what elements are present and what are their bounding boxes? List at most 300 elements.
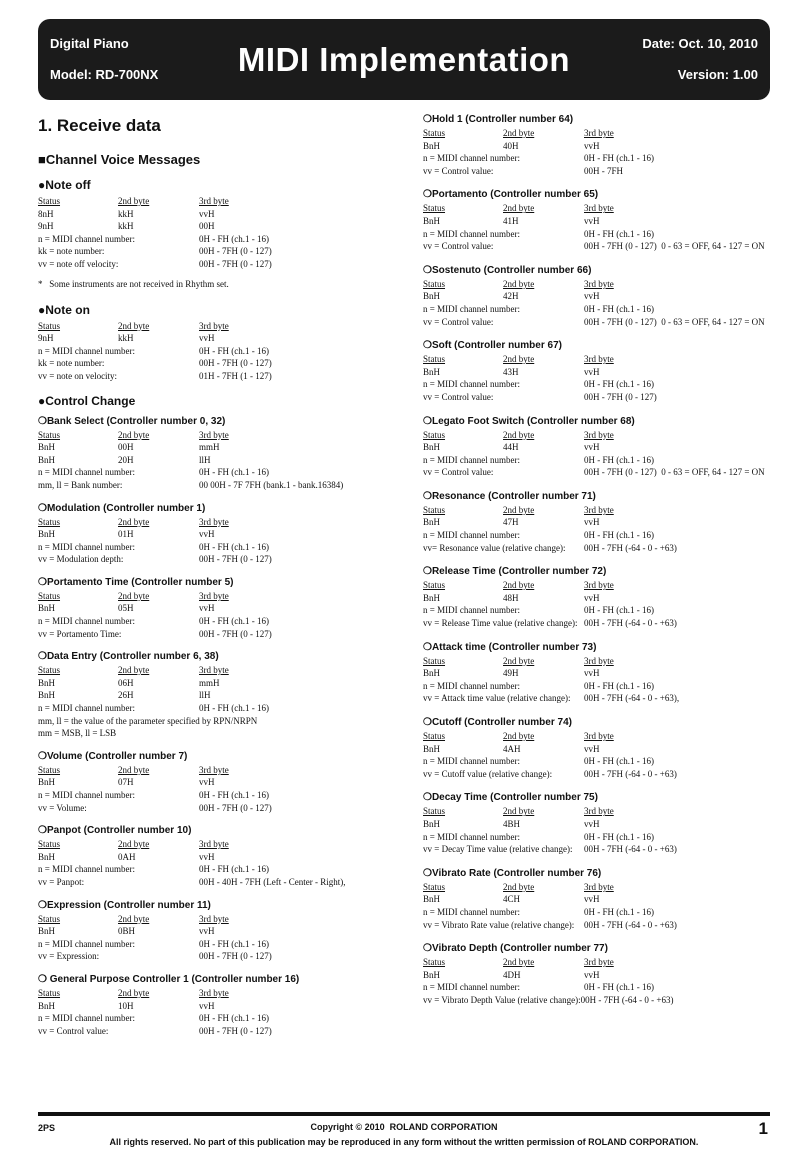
status-header: Status	[38, 839, 61, 850]
definition-value: 0H - FH (ch.1 - 16)	[584, 153, 654, 164]
controller-title: ❍Expression (Controller number 11)	[38, 899, 211, 911]
controller-block	[423, 792, 783, 855]
controller-block	[423, 717, 783, 780]
status-header: Status	[38, 196, 61, 206]
definition-row	[38, 1025, 388, 1038]
status-byte: BnH	[423, 291, 441, 302]
definition-label: vv = Control value:	[423, 467, 494, 478]
message-row	[423, 592, 783, 605]
controller-block	[38, 974, 388, 1037]
definition-label: vv = Control value:	[423, 316, 494, 327]
definition-value: 0H - FH (ch.1 - 16)	[199, 703, 269, 714]
byte3-header: 3rd byte	[584, 429, 614, 440]
controller-title: ❍Portamento Time (Controller number 5)	[38, 576, 234, 588]
status-byte: BnH	[38, 851, 56, 862]
definition-row	[423, 604, 783, 617]
controller-title: ❍Attack time (Controller number 73)	[423, 641, 597, 653]
section-heading: 1. Receive data	[38, 116, 161, 135]
controller-title: ❍Volume (Controller number 7)	[38, 750, 188, 762]
controller-block	[423, 265, 783, 328]
byte3-header: 3rd byte	[199, 429, 229, 440]
byte3-header: 3rd byte	[199, 320, 229, 331]
byte2-header: 2nd byte	[503, 731, 535, 741]
second-byte: 20H	[118, 454, 134, 465]
controller-block	[423, 189, 783, 252]
byte3-header: 3rd byte	[584, 957, 614, 968]
status-byte: BnH	[38, 603, 56, 614]
definition-label: n = MIDI channel number:	[423, 680, 521, 691]
third-byte: vvH	[584, 894, 600, 905]
definition-row	[38, 553, 388, 566]
byte2-header: 2nd byte	[118, 196, 150, 206]
message-row	[423, 140, 783, 153]
status-header: Status	[423, 429, 446, 440]
left-column	[38, 112, 388, 1048]
definition-value: 00H - 7FH (0 - 127)	[199, 628, 272, 639]
status-header: Status	[38, 429, 61, 440]
definition-row	[423, 680, 783, 693]
definition-value: 0H - FH (ch.1 - 16)	[199, 864, 269, 875]
definition-row	[423, 454, 783, 467]
status-header: Status	[38, 987, 61, 998]
definition-row	[423, 843, 783, 856]
definition-label: n = MIDI channel number:	[423, 530, 521, 541]
definition-row	[423, 755, 783, 768]
byte2-header: 2nd byte	[118, 516, 150, 527]
note-off-block	[38, 178, 388, 289]
definition-value: 0H - FH (ch.1 - 16)	[584, 906, 654, 917]
date-label: Date: Oct. 10, 2010	[642, 36, 758, 51]
document-title: MIDI Implementation	[237, 41, 571, 78]
third-byte: vvH	[584, 366, 600, 377]
definition-value: 0H - FH (ch.1 - 16)	[584, 831, 654, 842]
definition-row	[423, 906, 783, 919]
byte3-header: 3rd byte	[584, 128, 614, 138]
status-header: Status	[38, 590, 61, 601]
second-byte: 26H	[118, 690, 134, 701]
controller-title: ❍Portamento (Controller number 65)	[423, 189, 599, 201]
definition-row	[38, 466, 388, 479]
footnote: * Some instruments are not received in Rhythm set.	[38, 278, 229, 289]
controller-title: ❍Panpot (Controller number 10)	[38, 825, 192, 837]
definition-row	[38, 802, 388, 815]
second-byte: 44H	[503, 442, 519, 453]
definition-row	[38, 628, 388, 641]
definition-value: 00H - 7FH (0 - 127) 0 - 63 = OFF, 64 - 127 = ON	[584, 467, 765, 478]
byte2-header: 2nd byte	[503, 429, 535, 440]
third-byte: vvH	[199, 208, 215, 219]
definition-row	[423, 831, 783, 844]
status-header: Status	[423, 504, 446, 515]
message-row	[423, 818, 783, 831]
definition-value: 00H - 7FH (-64 - 0 - +63),	[584, 693, 680, 704]
status-byte: BnH	[423, 517, 441, 528]
status-byte: BnH	[38, 442, 56, 453]
definition-label: n = MIDI channel number:	[423, 228, 521, 239]
definition-value: 00H - 7FH (0 - 127)	[199, 802, 272, 813]
definition-label: n = MIDI channel number:	[38, 864, 136, 875]
controller-title: ❍Modulation (Controller number 1)	[38, 502, 206, 514]
third-byte: vvH	[199, 333, 215, 344]
definition-value: 00H - 7FH (-64 - 0 - +63)	[584, 844, 677, 855]
message-row	[38, 220, 388, 233]
second-byte: kkH	[118, 208, 134, 219]
footer-rule	[38, 1112, 770, 1116]
byte3-header: 3rd byte	[584, 655, 614, 666]
definition-value: 0H - FH (ch.1 - 16)	[584, 756, 654, 767]
definition-label: n = MIDI channel number:	[423, 454, 521, 465]
second-byte: 0BH	[118, 926, 136, 937]
message-row	[38, 454, 388, 467]
message-row	[423, 441, 783, 454]
note-on-block	[38, 303, 388, 383]
controller-title: ❍Vibrato Depth (Controller number 77)	[423, 943, 608, 955]
third-byte: vvH	[584, 743, 600, 754]
note-line: vv = Vibrato Depth Value (relative change):00H - 7FH (-64 - 0 - +63)	[423, 994, 674, 1005]
definition-row	[423, 316, 783, 329]
definition-label: n = MIDI channel number:	[38, 345, 136, 356]
definition-value: 00H - 7FH (0 - 127)	[199, 258, 272, 269]
definition-row	[423, 768, 783, 781]
byte2-header: 2nd byte	[503, 655, 535, 666]
definition-value: 0H - FH (ch.1 - 16)	[199, 233, 269, 244]
status-header: Status	[423, 354, 446, 365]
controller-block	[38, 751, 388, 814]
column-header-row	[423, 805, 783, 818]
second-byte: 41H	[503, 215, 519, 226]
definition-value: 00 00H - 7F 7FH (bank.1 - bank.16384)	[199, 479, 344, 490]
message-row	[38, 208, 388, 221]
definition-value: 01H - 7FH (1 - 127)	[199, 370, 272, 381]
second-byte: kkH	[118, 221, 134, 232]
status-byte: 9nH	[38, 221, 54, 232]
byte2-header: 2nd byte	[118, 839, 150, 850]
message-row	[423, 893, 783, 906]
third-byte: vvH	[584, 592, 600, 603]
message-row	[38, 528, 388, 541]
controller-block	[38, 651, 388, 740]
byte3-header: 3rd byte	[199, 987, 229, 998]
message-row	[423, 366, 783, 379]
definition-value: 00H - 7FH (0 - 127)	[199, 246, 272, 257]
second-byte: 48H	[503, 592, 519, 603]
status-header: Status	[423, 957, 446, 968]
message-row	[423, 215, 783, 228]
column-header-row	[38, 664, 388, 677]
second-byte: 07H	[118, 777, 134, 788]
byte3-header: 3rd byte	[584, 580, 614, 591]
definition-value: 00H - 7FH (0 - 127) 0 - 63 = OFF, 64 - 127 = ON	[584, 241, 765, 252]
byte2-header: 2nd byte	[118, 590, 150, 601]
status-byte: 8nH	[38, 208, 54, 219]
page-number: 1	[758, 1119, 768, 1138]
third-byte: vvH	[584, 442, 600, 453]
status-byte: BnH	[38, 454, 56, 465]
status-byte: BnH	[423, 668, 441, 679]
controller-block	[423, 416, 783, 479]
definition-label: vv = Expression:	[38, 951, 100, 962]
column-header-row	[38, 913, 388, 926]
controller-title: ❍ General Purpose Controller 1 (Controller number 16)	[38, 973, 300, 985]
footer-code: 2PS	[38, 1123, 56, 1133]
definition-label: n = MIDI channel number:	[38, 233, 136, 244]
status-byte: BnH	[38, 677, 56, 688]
definition-label: n = MIDI channel number:	[38, 1013, 136, 1024]
definition-row	[38, 357, 388, 370]
definition-row	[423, 617, 783, 630]
definition-value: 00H - 40H - 7FH (Left - Center - Right),	[199, 876, 346, 887]
status-byte: 9nH	[38, 333, 54, 344]
second-byte: 42H	[503, 291, 519, 302]
definition-value: 0H - FH (ch.1 - 16)	[584, 379, 654, 390]
status-header: Status	[38, 764, 61, 775]
controller-title: ❍Release Time (Controller number 72)	[423, 566, 607, 578]
controller-block	[38, 825, 388, 888]
definition-row	[423, 466, 783, 479]
definition-value: 00H - 7FH (0 - 127)	[584, 391, 657, 402]
third-byte: vvH	[199, 529, 215, 540]
definition-value: 00H - 7FH (-64 - 0 - +63)	[584, 768, 677, 779]
controller-title: ❍Cutoff (Controller number 74)	[423, 717, 572, 728]
byte3-header: 3rd byte	[584, 881, 614, 892]
byte2-header: 2nd byte	[118, 987, 150, 998]
third-byte: llH	[199, 454, 211, 465]
status-header: Status	[38, 516, 61, 527]
column-header-row	[38, 429, 388, 442]
status-header: Status	[38, 665, 61, 676]
third-byte: vvH	[199, 926, 215, 937]
definition-label: vv = Modulation depth:	[38, 554, 124, 565]
definition-value: 0H - FH (ch.1 - 16)	[199, 790, 269, 800]
message-row	[423, 516, 783, 529]
second-byte: 43H	[503, 366, 519, 377]
definition-value: 00H - 7FH (0 - 127) 0 - 63 = OFF, 64 - 127 = ON	[584, 316, 765, 327]
message-row	[38, 689, 388, 702]
definition-label: n = MIDI channel number:	[38, 938, 136, 949]
column-header-row	[38, 320, 388, 333]
definition-label: vv = note off velocity:	[38, 258, 119, 269]
controller-title: ❍Resonance (Controller number 71)	[423, 490, 596, 502]
status-byte: BnH	[423, 442, 441, 453]
definition-label: n = MIDI channel number:	[38, 467, 136, 478]
definition-label: vv = Portamento Time:	[38, 628, 122, 639]
definition-label: vv = Decay Time value (relative change):	[423, 844, 573, 855]
second-byte: 47H	[503, 517, 519, 528]
definition-row	[38, 615, 388, 628]
byte2-header: 2nd byte	[118, 764, 150, 775]
message-row	[38, 925, 388, 938]
message-row	[38, 776, 388, 789]
controller-title: ❍Bank Select (Controller number 0, 32)	[38, 415, 226, 427]
definition-row	[423, 529, 783, 542]
status-byte: BnH	[38, 529, 56, 540]
definition-label: vv = Release Time value (relative change):	[423, 618, 578, 629]
message-row	[423, 743, 783, 756]
note-off-title: ●Note off	[38, 178, 91, 192]
column-header-row	[423, 202, 783, 215]
definition-value: 00H - 7FH (0 - 127)	[199, 1025, 272, 1036]
definition-label: vv = Cutoff value (relative change):	[423, 768, 553, 779]
definition-row	[38, 950, 388, 963]
definition-label: vv = Vibrato Rate value (relative change):	[423, 919, 575, 930]
second-byte: 05H	[118, 603, 134, 614]
subsection-heading: ■Channel Voice Messages	[38, 152, 201, 167]
column-header-row	[423, 429, 783, 442]
controller-block	[423, 642, 783, 705]
byte3-header: 3rd byte	[199, 196, 229, 206]
third-byte: vvH	[584, 517, 600, 528]
definition-label: n = MIDI channel number:	[423, 153, 521, 164]
third-byte: vvH	[584, 291, 600, 302]
status-header: Status	[38, 320, 61, 331]
control-change-title: ●Control Change	[38, 393, 136, 408]
message-row	[38, 602, 388, 615]
byte2-header: 2nd byte	[118, 913, 150, 924]
definition-value: 0H - FH (ch.1 - 16)	[584, 303, 654, 314]
controller-block	[38, 577, 388, 640]
definition-row	[38, 876, 388, 889]
definition-row	[38, 233, 388, 246]
status-header: Status	[423, 731, 446, 741]
status-byte: BnH	[38, 1000, 56, 1011]
message-row	[38, 441, 388, 454]
status-byte: BnH	[423, 818, 441, 829]
definition-value: 0H - FH (ch.1 - 16)	[584, 982, 654, 993]
second-byte: 40H	[503, 140, 519, 151]
byte3-header: 3rd byte	[199, 913, 229, 924]
column-header-row	[423, 353, 783, 366]
right-column	[423, 114, 783, 1019]
definition-row	[423, 391, 783, 404]
definition-row	[38, 863, 388, 876]
status-header: Status	[423, 128, 446, 138]
column-header-row	[423, 730, 783, 743]
third-byte: mmH	[199, 677, 220, 688]
status-byte: BnH	[423, 592, 441, 603]
definition-label: n = MIDI channel number:	[423, 303, 521, 314]
column-header-row	[423, 278, 783, 291]
third-byte: vvH	[199, 603, 215, 614]
controller-block	[423, 114, 783, 177]
third-byte: 00H	[199, 221, 215, 232]
third-byte: vvH	[584, 140, 600, 151]
second-byte: 06H	[118, 677, 134, 688]
byte3-header: 3rd byte	[584, 354, 614, 365]
definition-value: 0H - FH (ch.1 - 16)	[199, 1013, 269, 1024]
message-row	[38, 677, 388, 690]
status-header: Status	[423, 580, 446, 591]
third-byte: mmH	[199, 442, 220, 453]
third-byte: vvH	[584, 969, 600, 980]
status-byte: BnH	[423, 215, 441, 226]
status-byte: BnH	[38, 777, 56, 788]
definition-value: 0H - FH (ch.1 - 16)	[584, 454, 654, 465]
column-header-row	[38, 516, 388, 529]
definition-row	[423, 152, 783, 165]
byte3-header: 3rd byte	[199, 516, 229, 527]
definition-label: n = MIDI channel number:	[38, 616, 136, 627]
definition-value: 00H - 7FH (0 - 127)	[199, 554, 272, 565]
byte2-header: 2nd byte	[118, 429, 150, 440]
definition-value: 0H - FH (ch.1 - 16)	[199, 345, 269, 356]
controller-block	[38, 503, 388, 566]
status-byte: BnH	[38, 926, 56, 937]
byte2-header: 2nd byte	[503, 504, 535, 515]
controller-title: ❍Legato Foot Switch (Controller number 68)	[423, 415, 635, 427]
second-byte: 4DH	[503, 969, 521, 980]
column-header-row	[423, 579, 783, 592]
byte3-header: 3rd byte	[584, 203, 614, 214]
message-row	[38, 851, 388, 864]
definition-row	[38, 345, 388, 358]
message-row	[38, 332, 388, 345]
footer-rights: All rights reserved. No part of this publication may be reproduced in any form without the written permission of ROLAND CORPORATION.	[109, 1137, 699, 1147]
title-banner	[38, 19, 770, 100]
second-byte: 4AH	[503, 743, 521, 754]
status-byte: BnH	[38, 690, 56, 701]
column-header-row	[38, 590, 388, 603]
definition-row	[38, 789, 388, 802]
third-byte: vvH	[584, 818, 600, 829]
status-header: Status	[423, 806, 446, 817]
controller-block	[423, 868, 783, 931]
definition-row	[423, 165, 783, 178]
definition-label: n = MIDI channel number:	[38, 541, 136, 552]
definition-value: 0H - FH (ch.1 - 16)	[584, 530, 654, 541]
byte2-header: 2nd byte	[503, 957, 535, 968]
status-header: Status	[423, 881, 446, 892]
definition-row	[38, 1012, 388, 1025]
definition-row	[38, 541, 388, 554]
second-byte: 00H	[118, 442, 134, 453]
byte3-header: 3rd byte	[584, 278, 614, 289]
definition-value: 0H - FH (ch.1 - 16)	[199, 616, 269, 627]
definition-row	[38, 938, 388, 951]
status-byte: BnH	[423, 969, 441, 980]
second-byte: 0AH	[118, 851, 136, 862]
controller-block	[38, 900, 388, 963]
definition-label: n = MIDI channel number:	[423, 379, 521, 390]
byte2-header: 2nd byte	[118, 320, 150, 331]
controller-block	[38, 416, 388, 492]
column-header-row	[38, 987, 388, 1000]
definition-label: n = MIDI channel number:	[423, 906, 521, 917]
definition-row	[423, 981, 783, 994]
definition-row	[423, 228, 783, 241]
third-byte: vvH	[199, 851, 215, 862]
column-header-row	[423, 504, 783, 517]
definition-label: n = MIDI channel number:	[38, 703, 136, 714]
note-on-title: ●Note on	[38, 302, 90, 317]
second-byte: 4BH	[503, 818, 521, 829]
byte2-header: 2nd byte	[503, 354, 535, 365]
byte3-header: 3rd byte	[584, 806, 614, 817]
definition-row	[38, 245, 388, 258]
third-byte: vvH	[584, 668, 600, 679]
definition-value: 00H - 7FH (-64 - 0 - +63)	[584, 542, 677, 553]
definition-row	[423, 692, 783, 705]
status-header: Status	[423, 278, 446, 289]
note-line: mm = MSB, ll = LSB	[38, 728, 117, 739]
controller-title: ❍Decay Time (Controller number 75)	[423, 792, 598, 804]
byte2-header: 2nd byte	[503, 881, 535, 892]
definition-row	[423, 240, 783, 253]
controller-title: ❍Sostenuto (Controller number 66)	[423, 264, 592, 276]
definition-label: kk = note number:	[38, 246, 105, 257]
byte3-header: 3rd byte	[584, 504, 614, 515]
definition-label: n = MIDI channel number:	[423, 605, 521, 616]
byte3-header: 3rd byte	[199, 764, 229, 775]
